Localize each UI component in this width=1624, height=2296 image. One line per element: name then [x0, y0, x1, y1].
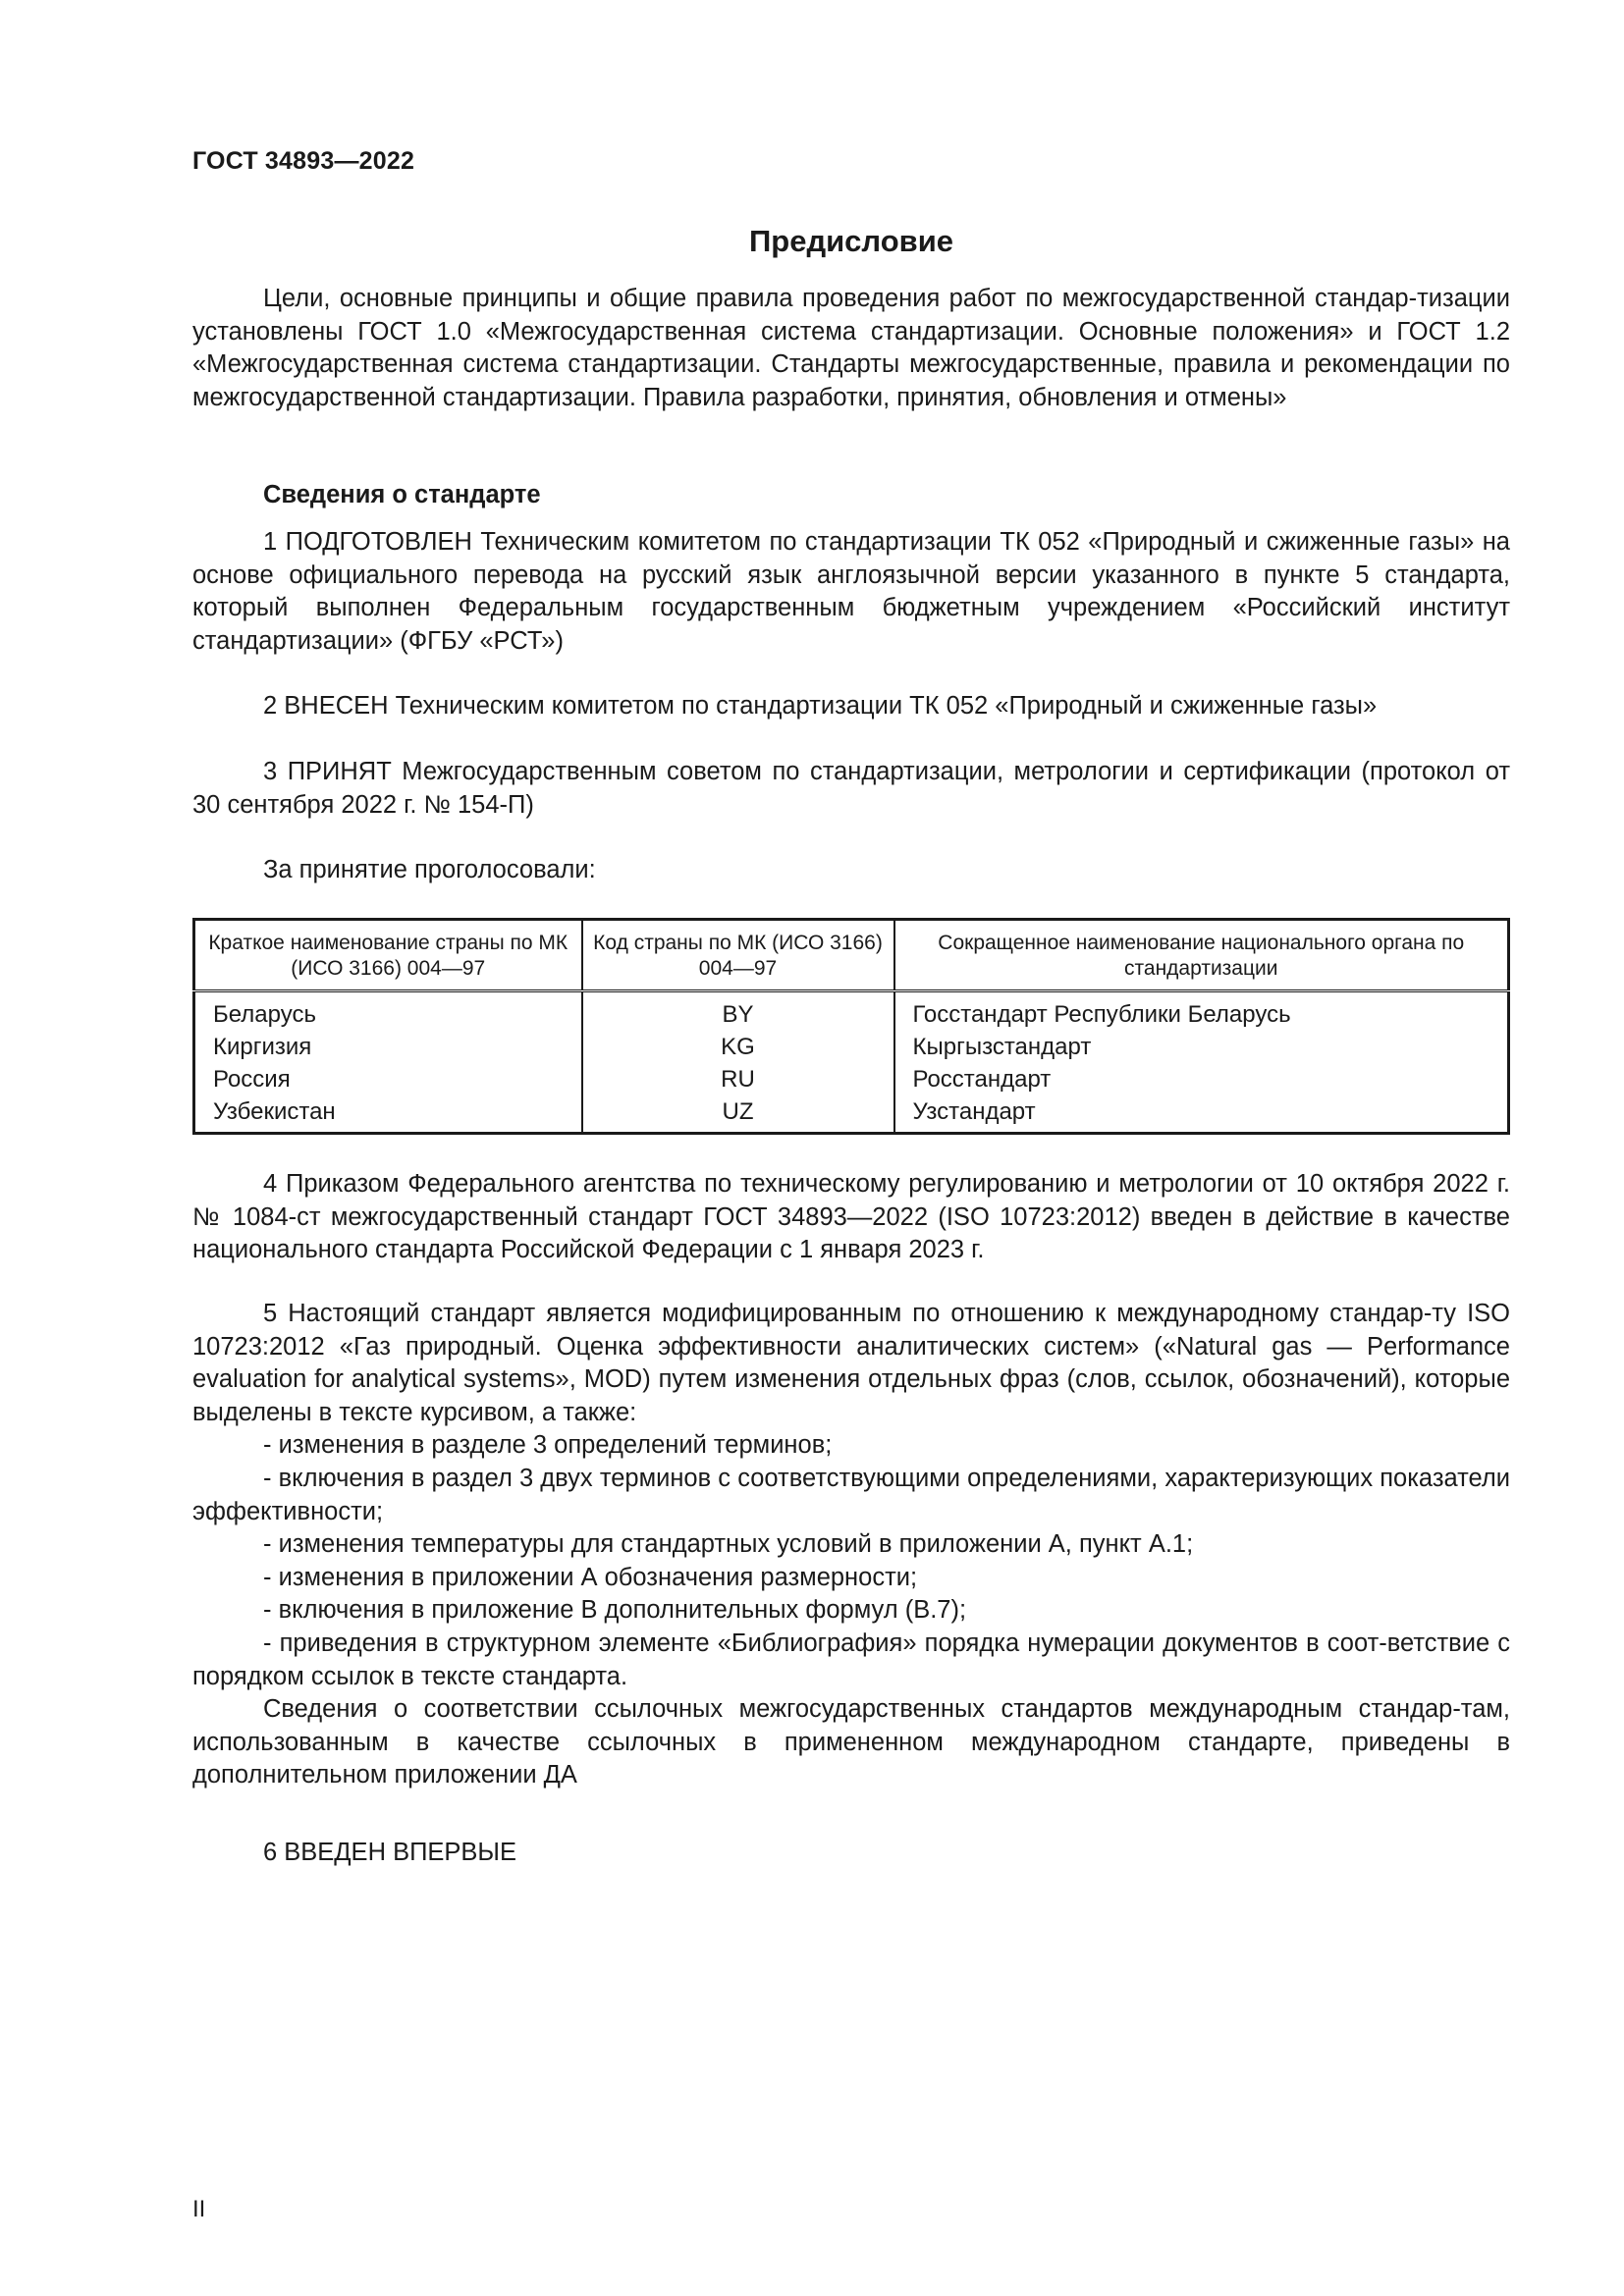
item-1-text: 1 ПОДГОТОВЛЕН Техническим комитетом по стандартизации ТК 052 «Природный и сжиженные газы» на основе официального перевода на русский язык англоязычной версии указанного в пункте 5 стандарта, который выполнен Федеральным государственным бюджетным учреждением «Российский институт стандартизации» (ФГБУ «РСТ»)	[192, 528, 1510, 655]
item-5-list-item: - изменения температуры для стандартных условий в приложении А, пункт А.1;	[263, 1530, 1194, 1559]
item-5-list-item: - приведения в структурном элементе «Библиография» порядка нумерации документов в соот-ветствие с порядком ссылок в тексте стандарта.	[192, 1629, 1510, 1690]
item-3	[192, 756, 1510, 822]
item-5	[192, 1298, 1510, 1792]
item-1	[192, 526, 1510, 658]
document-header: ГОСТ 34893—2022	[192, 147, 415, 175]
table-row	[194, 1063, 1509, 1095]
country-cell: Узбекистан	[194, 1095, 582, 1134]
code-cell: RU	[582, 1063, 894, 1095]
standard-info-section	[192, 479, 1510, 512]
intro-paragraph: Цели, основные принципы и общие правила проведения работ по межгосударственной стандар-тизации установлены ГОСТ 1.0 «Межгосударственная система стандартизации. Основные положения» и ГОСТ 1.2 «Межгосударственная система стандартизации. Стандарты межгосударственные, правила и рекомендации по межгосударственной стандартизации. Правила разработки, принятия, обновления и отмены»	[192, 285, 1510, 411]
page-title: Предисловие	[748, 224, 953, 258]
voted-line	[192, 854, 1510, 887]
intro-section	[192, 283, 1510, 414]
country-cell: Киргизия	[194, 1031, 582, 1063]
item-6	[192, 1837, 1510, 1870]
country-cell: Беларусь	[194, 991, 582, 1032]
item-2	[192, 690, 1510, 723]
voted-text: За принятие проголосовали:	[263, 856, 596, 883]
country-cell: Россия	[194, 1063, 582, 1095]
item-6-text: 6 ВВЕДЕН ВПЕРВЫЕ	[263, 1839, 517, 1866]
authority-cell: Госстандарт Республики Беларусь	[894, 991, 1509, 1032]
voting-table	[192, 918, 1510, 1135]
item-5-note: Сведения о соответствии ссылочных межгосударственных стандартов международным стандар-там, использованным в качестве ссылочных в примененном международном стандарте, приведены в дополнительном приложении ДА	[192, 1695, 1510, 1789]
page-number: II	[192, 2196, 206, 2222]
column-header-authority: Сокращенное наименование национального органа по стандартизации	[894, 920, 1509, 991]
section-subheading: Сведения о стандарте	[263, 481, 541, 508]
code-cell: UZ	[582, 1095, 894, 1134]
table-header-row	[194, 920, 1509, 991]
item-5-list-item: - включения в приложение В дополнительных формул (В.7);	[263, 1596, 967, 1625]
item-5-text: 5 Настоящий стандарт является модифицированным по отношению к международному стандар-ту ISO 10723:2012 «Газ природный. Оценка эффективности аналитических систем» («Natural gas — Performance evaluation for analytical systems», MOD) путем изменения отдельных фраз (слов, ссылок, обозначений), которые выделены в тексте курсивом, а также:	[192, 1300, 1510, 1426]
table-row	[194, 1031, 1509, 1063]
table-row	[194, 991, 1509, 1032]
code-cell: KG	[582, 1031, 894, 1063]
authority-cell: Кыргызстандарт	[894, 1031, 1509, 1063]
authority-cell: Узстандарт	[894, 1095, 1509, 1134]
table-row	[194, 1095, 1509, 1134]
column-header-country: Краткое наименование страны по МК (ИСО 3166) 004—97	[194, 920, 582, 991]
item-5-list-item: - изменения в приложении А обозначения размерности;	[263, 1563, 918, 1591]
item-2-text: 2 ВНЕСЕН Техническим комитетом по стандартизации ТК 052 «Природный и сжиженные газы»	[263, 692, 1378, 720]
column-header-code: Код страны по МК (ИСО 3166) 004—97	[582, 920, 894, 991]
authority-cell: Росстандарт	[894, 1063, 1509, 1095]
item-3-text: 3 ПРИНЯТ Межгосударственным советом по стандартизации, метрологии и сертификации (протокол от 30 сентября 2022 г. № 154-П)	[192, 758, 1510, 819]
item-5-list-item: - включения в раздел 3 двух терминов с соответствующими определениями, характеризующих показатели эффективности;	[192, 1464, 1510, 1525]
item-4-text: 4 Приказом Федерального агентства по техническому регулированию и метрологии от 10 октября 2022 г. № 1084-ст межгосударственный стандарт ГОСТ 34893—2022 (ISO 10723:2012) введен в действие в качестве национального стандарта Российской Федерации с 1 января 2023 г.	[192, 1170, 1510, 1264]
item-5-list-item: - изменения в разделе 3 определений терминов;	[263, 1431, 833, 1460]
code-cell: BY	[582, 991, 894, 1032]
item-4	[192, 1168, 1510, 1267]
